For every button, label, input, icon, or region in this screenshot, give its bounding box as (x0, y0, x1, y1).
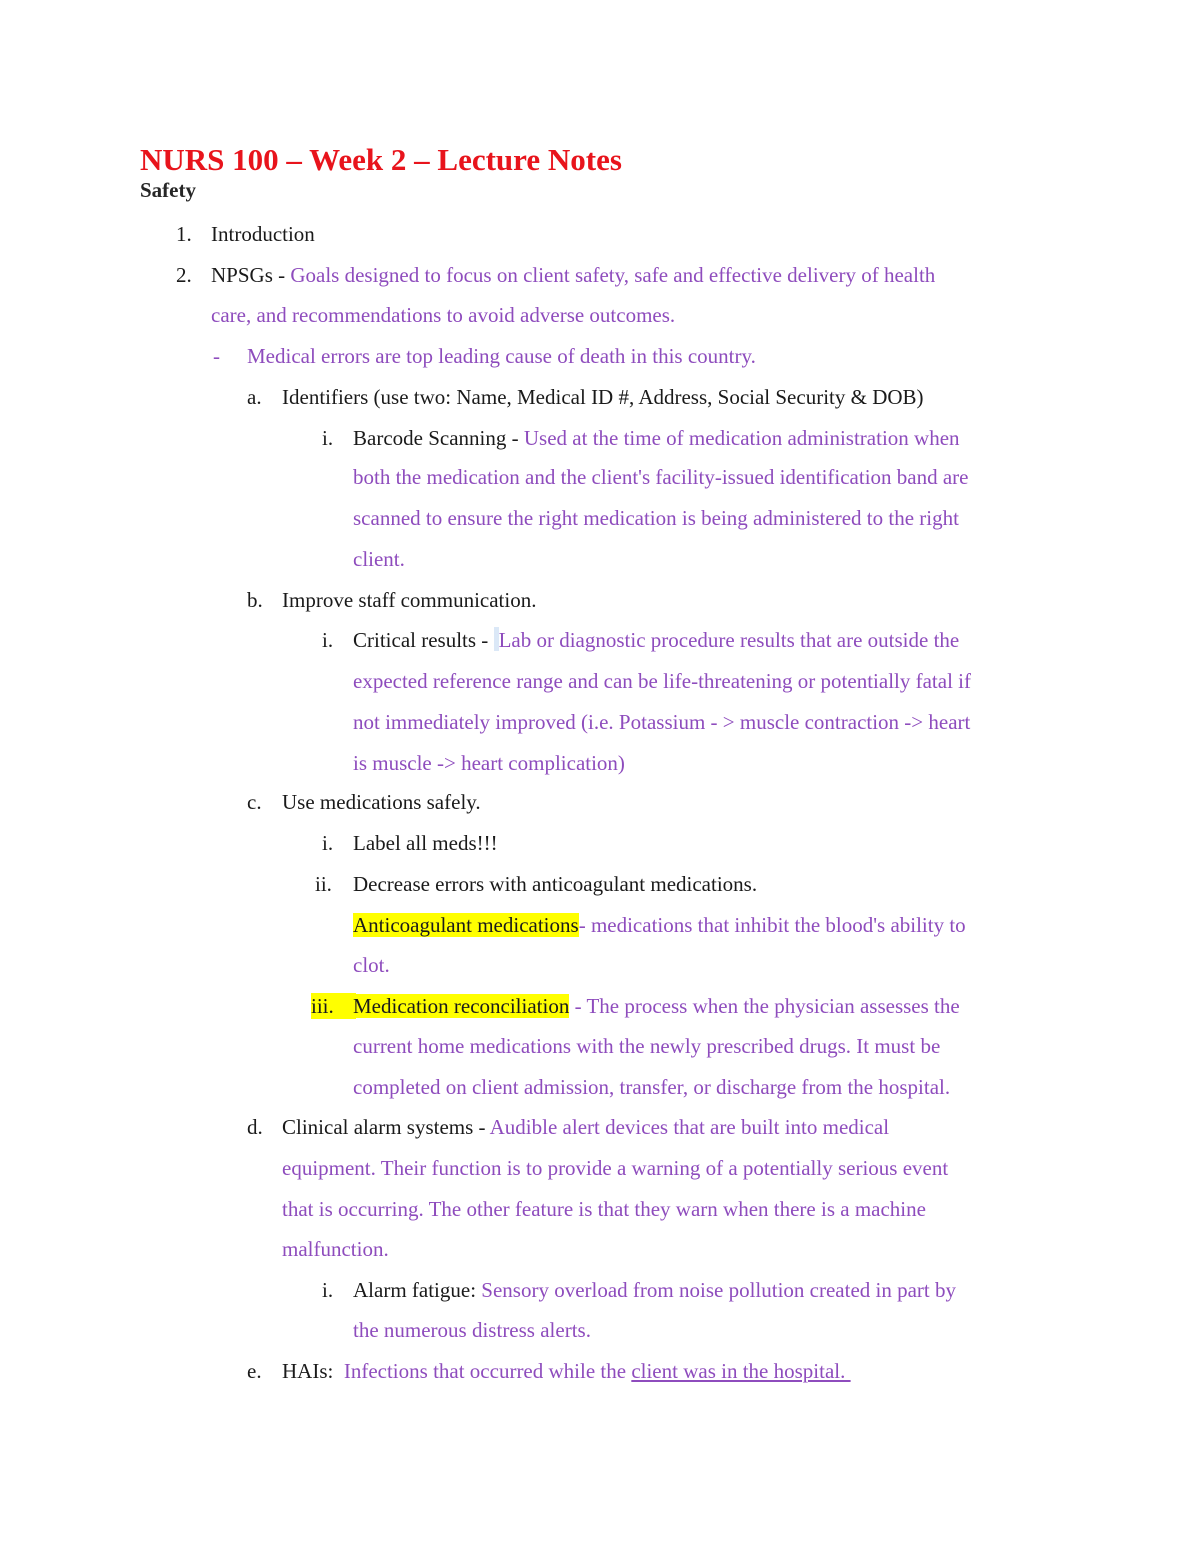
definition-critical-results-cont: not immediately improved (i.e. Potassium - > muscle contraction -> heart (353, 710, 971, 734)
anticoagulant-definition (353, 912, 966, 938)
section-heading: Safety (140, 178, 196, 202)
definition-clinical-alarm-cont: equipment. Their function is to provide a warning of a potentially serious event (282, 1156, 949, 1180)
list-item-barcode-scanning (353, 425, 960, 451)
list-item-medical-errors: Medical errors are top leading cause of death in this country. (247, 344, 756, 368)
list-marker: c. (247, 790, 262, 814)
definition-npsgs: Goals designed to focus on client safety, safe and effective delivery of health (290, 263, 936, 287)
list-item-staff-communication: Improve staff communication. (282, 588, 537, 612)
list-marker: ii. (315, 872, 332, 896)
document-title: NURS 100 – Week 2 – Lecture Notes (140, 142, 622, 177)
definition-barcode: Used at the time of medication administration when (523, 426, 960, 450)
term-alarm-fatigue: Alarm fatigue: (353, 1278, 482, 1302)
definition-npsgs-cont: care, and recommendations to avoid adverse outcomes. (211, 303, 676, 327)
definition-barcode-cont: both the medication and the client's facility-issued identification band are (353, 465, 969, 489)
list-item-use-medications: Use medications safely. (282, 790, 481, 814)
list-marker: b. (247, 588, 263, 612)
definition-critical-results-cont: is muscle -> heart complication) (353, 751, 625, 775)
list-item-hais (282, 1358, 851, 1384)
definition-hais-underlined: client was in the hospital. (631, 1359, 851, 1383)
definition-hais: Infections that occurred while the (343, 1359, 632, 1383)
term-clinical-alarm: Clinical alarm systems - (282, 1115, 490, 1139)
term-hais: HAIs: (282, 1359, 344, 1383)
definition-critical-results-cont: expected reference range and can be life-threatening or potentially fatal if (353, 669, 971, 693)
definition-barcode-cont: client. (353, 547, 405, 571)
definition-clinical-alarm: Audible alert devices that are built into medical (489, 1115, 890, 1139)
definition-barcode-cont: scanned to ensure the right medication is being administered to the right (353, 506, 959, 530)
list-item-introduction: Introduction (211, 222, 315, 246)
highlighted-term-reconciliation: Medication reconciliation (353, 994, 570, 1018)
list-marker: a. (247, 385, 262, 409)
definition-alarm-fatigue-cont: the numerous distress alerts. (353, 1318, 591, 1342)
list-item-alarm-fatigue (353, 1277, 956, 1303)
list-marker: iii. (311, 993, 356, 1019)
highlighted-term-anticoagulant: Anticoagulant medications (353, 913, 579, 937)
term-barcode-scanning: Barcode Scanning - (353, 426, 524, 450)
list-item-identifiers: Identifiers (use two: Name, Medical ID #, Address, Social Security & DOB) (282, 385, 924, 409)
definition-alarm-fatigue: Sensory overload from noise pollution created in part by (481, 1278, 957, 1302)
list-marker: i. (322, 1278, 334, 1302)
definition-critical-results: Lab or diagnostic procedure results that are outside the (498, 628, 960, 652)
list-marker: i. (322, 628, 334, 652)
list-item-critical-results (353, 627, 959, 653)
list-item-npsgs (211, 262, 935, 288)
list-marker: 1. (176, 222, 192, 246)
list-marker: i. (322, 426, 334, 450)
term-critical-results: Critical results - (353, 628, 494, 652)
definition-reconciliation-cont: current home medications with the newly prescribed drugs. It must be (353, 1034, 941, 1058)
list-item-clinical-alarm (282, 1114, 889, 1140)
definition-reconciliation: - The process when the physician assesses the (569, 994, 960, 1018)
list-marker: e. (247, 1359, 262, 1383)
list-marker: 2. (176, 263, 192, 287)
definition-clinical-alarm-cont: malfunction. (282, 1237, 389, 1261)
list-item-medication-reconciliation (353, 993, 960, 1019)
definition-anticoagulant: - medications that inhibit the blood's ability to (578, 913, 966, 937)
list-item-label-meds: Label all meds!!! (353, 831, 498, 855)
definition-reconciliation-cont: completed on client admission, transfer, or discharge from the hospital. (353, 1075, 951, 1099)
definition-clinical-alarm-cont: that is occurring. The other feature is that they warn when there is a machine (282, 1197, 926, 1221)
list-marker: d. (247, 1115, 263, 1139)
list-item-anticoagulant-errors: Decrease errors with anticoagulant medications. (353, 872, 758, 896)
dash-marker: - (213, 344, 220, 368)
list-marker: i. (322, 831, 334, 855)
definition-anticoagulant-cont: clot. (353, 953, 390, 977)
term-npsgs: NPSGs - (211, 263, 291, 287)
